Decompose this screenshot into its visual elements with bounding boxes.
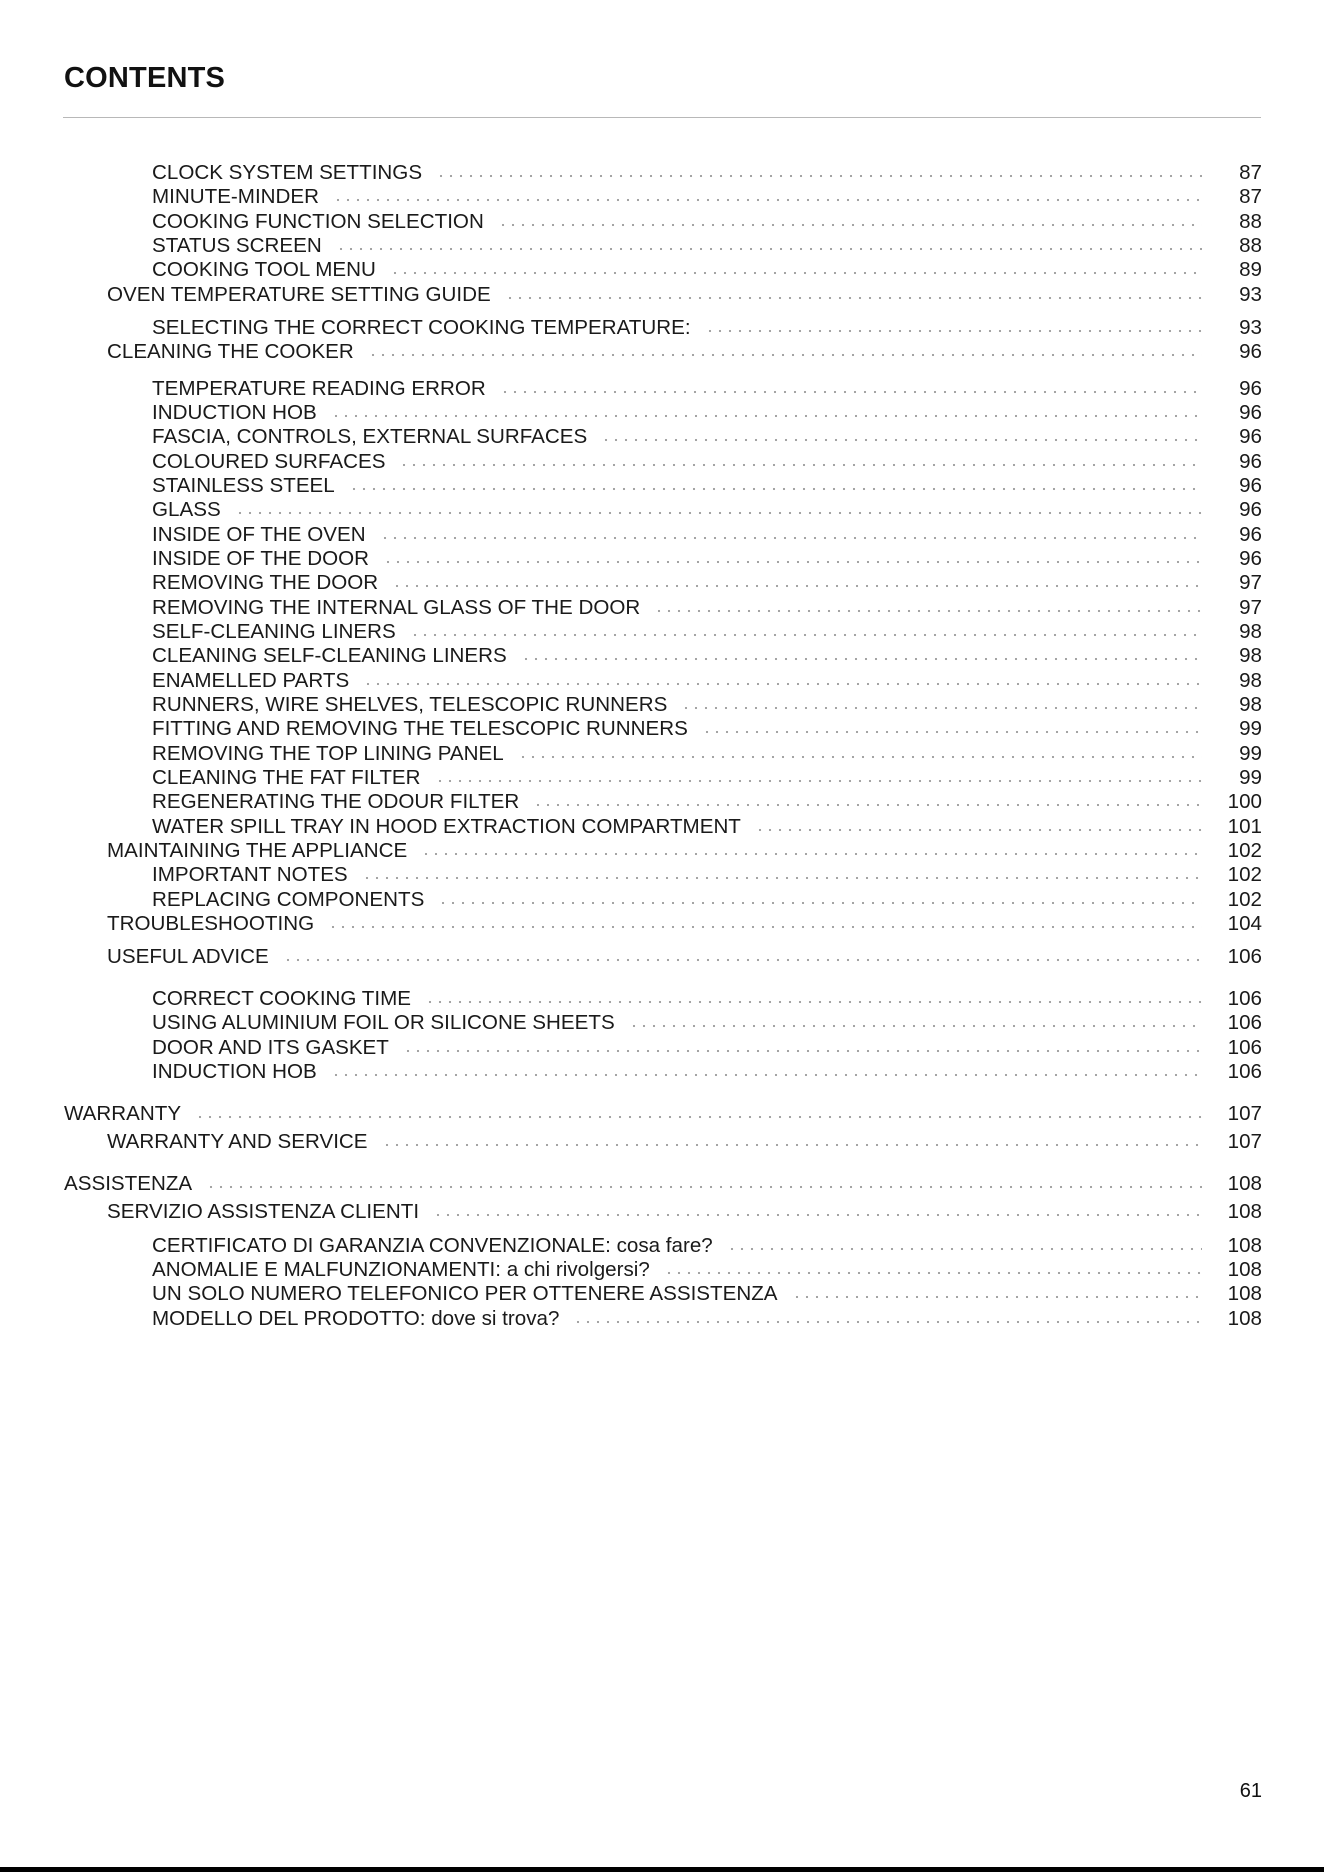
toc-entry[interactable] — [152, 376, 1262, 402]
dot-leader — [436, 173, 1202, 179]
dot-leader — [518, 754, 1202, 760]
toc-entry[interactable] — [152, 595, 1262, 621]
dot-leader — [390, 270, 1202, 276]
toc-entry-label: GLASS — [152, 498, 221, 521]
toc-entry-label: INSIDE OF THE DOOR — [152, 547, 370, 570]
toc-entry[interactable] — [152, 814, 1262, 840]
toc-entry-page: 97 — [1239, 596, 1262, 619]
toc-entry-label: COOKING TOOL MENU — [152, 258, 376, 281]
toc-entry-label: CLEANING SELF-CLEANING LINERS — [152, 644, 507, 667]
toc-entry-page: 108 — [1227, 1258, 1262, 1281]
toc-entry-label: FASCIA, CONTROLS, EXTERNAL SURFACES — [152, 425, 588, 448]
toc-entry[interactable] — [152, 765, 1262, 791]
toc-entry-label: TROUBLESHOOTING — [107, 912, 315, 935]
title-divider — [63, 117, 1261, 118]
dot-leader — [392, 583, 1202, 589]
toc-entry-label: REMOVING THE DOOR — [152, 571, 379, 594]
toc-entry-label: UN SOLO NUMERO TELEFONICO PER OTTENERE ASSISTENZA — [152, 1282, 778, 1305]
toc-entry[interactable] — [152, 424, 1262, 450]
toc-entry[interactable] — [152, 160, 1262, 186]
dot-leader — [333, 197, 1202, 203]
toc-entry[interactable] — [152, 184, 1262, 210]
toc-entry-page: 96 — [1239, 401, 1262, 424]
toc-entry-label: SELECTING THE CORRECT COOKING TEMPERATURE: — [152, 316, 691, 339]
toc-entry[interactable] — [152, 209, 1262, 235]
toc-entry-page: 96 — [1239, 450, 1262, 473]
dot-leader — [521, 656, 1202, 662]
toc-entry-label: FITTING AND REMOVING THE TELESCOPIC RUNNERS — [152, 717, 688, 740]
dot-leader — [283, 957, 1202, 963]
dot-leader — [399, 462, 1202, 468]
toc-entry-label: INSIDE OF THE OVEN — [152, 523, 366, 546]
toc-entry-label: SELF-CLEANING LINERS — [152, 620, 396, 643]
toc-entry-page: 108 — [1227, 1200, 1262, 1223]
page-title: CONTENTS — [64, 62, 226, 94]
toc-entry-page: 87 — [1239, 161, 1262, 184]
dot-leader — [368, 352, 1202, 358]
toc-entry-page: 96 — [1239, 340, 1262, 363]
dot-leader — [498, 222, 1202, 228]
dot-leader — [727, 1246, 1202, 1252]
bottom-border — [0, 1867, 1324, 1872]
dot-leader — [702, 729, 1202, 735]
toc-entry[interactable] — [107, 282, 1262, 308]
toc-entry[interactable] — [152, 986, 1262, 1012]
toc-entry-label: WARRANTY AND SERVICE — [107, 1130, 368, 1153]
dot-leader — [331, 1072, 1202, 1078]
dot-leader — [403, 1048, 1202, 1054]
toc-entry[interactable] — [152, 315, 1262, 341]
toc-entry-page: 96 — [1239, 523, 1262, 546]
toc-entry[interactable] — [152, 741, 1262, 767]
dot-leader — [435, 778, 1202, 784]
toc-entry-page: 96 — [1239, 474, 1262, 497]
dot-leader — [425, 999, 1202, 1005]
dot-leader — [664, 1270, 1202, 1276]
dot-leader — [421, 851, 1202, 857]
toc-entry-page: 107 — [1227, 1102, 1262, 1125]
dot-leader — [573, 1319, 1202, 1325]
toc-entry[interactable] — [152, 233, 1262, 259]
toc-entry-label: CLEANING THE FAT FILTER — [152, 766, 421, 789]
toc-entry[interactable] — [152, 789, 1262, 815]
toc-entry-page: 106 — [1227, 987, 1262, 1010]
toc-entry-page: 96 — [1239, 377, 1262, 400]
toc-entry-page: 106 — [1227, 945, 1262, 968]
toc-entry-page: 104 — [1227, 912, 1262, 935]
toc-entry-label: MODELLO DEL PRODOTTO: dove si trova? — [152, 1307, 560, 1330]
toc-entry[interactable] — [152, 473, 1262, 499]
dot-leader — [755, 827, 1202, 833]
toc-entry-label: REGENERATING THE ODOUR FILTER — [152, 790, 520, 813]
toc-entry[interactable] — [107, 1199, 1262, 1225]
dot-leader — [328, 924, 1202, 930]
toc-entry-label: REMOVING THE TOP LINING PANEL — [152, 742, 504, 765]
toc-entry-label: INDUCTION HOB — [152, 401, 317, 424]
toc-entry-page: 108 — [1227, 1172, 1262, 1195]
dot-leader — [382, 1142, 1202, 1148]
toc-entry[interactable] — [152, 1035, 1262, 1061]
toc-entry[interactable] — [152, 862, 1262, 888]
toc-entry-label: REMOVING THE INTERNAL GLASS OF THE DOOR — [152, 596, 641, 619]
toc-entry-page: 99 — [1239, 717, 1262, 740]
toc-entry-label: MAINTAINING THE APPLIANCE — [107, 839, 408, 862]
dot-leader — [533, 802, 1202, 808]
toc-entry[interactable] — [107, 1129, 1262, 1155]
toc-entry-label: COOKING FUNCTION SELECTION — [152, 210, 484, 233]
toc-entry-page: 106 — [1227, 1011, 1262, 1034]
toc-entry-page: 98 — [1239, 644, 1262, 667]
toc-entry[interactable] — [152, 1010, 1262, 1036]
toc-entry[interactable] — [107, 838, 1262, 864]
toc-entry-label: ANOMALIE E MALFUNZIONAMENTI: a chi rivolgersi? — [152, 1258, 650, 1281]
toc-entry-label: MINUTE-MINDER — [152, 185, 320, 208]
dot-leader — [195, 1114, 1202, 1120]
toc-entry-label: TEMPERATURE READING ERROR — [152, 377, 486, 400]
dot-leader — [705, 328, 1202, 334]
page-number: 61 — [1239, 1780, 1262, 1802]
toc-entry-page: 98 — [1239, 669, 1262, 692]
toc-entry[interactable] — [152, 619, 1262, 645]
dot-leader — [206, 1184, 1202, 1190]
toc-entry-label: OVEN TEMPERATURE SETTING GUIDE — [107, 283, 491, 306]
toc-entry[interactable] — [107, 911, 1262, 937]
toc-entry[interactable] — [152, 497, 1262, 523]
toc-entry[interactable] — [152, 570, 1262, 596]
toc-entry[interactable] — [64, 1101, 1262, 1127]
toc-entry[interactable] — [152, 522, 1262, 548]
dot-leader — [505, 295, 1202, 301]
toc-entry[interactable] — [152, 1306, 1262, 1332]
dot-leader — [601, 437, 1202, 443]
toc-entry-label: CORRECT COOKING TIME — [152, 987, 411, 1010]
toc-entry-page: 88 — [1239, 210, 1262, 233]
dot-leader — [433, 1212, 1202, 1218]
toc-entry-label: STATUS SCREEN — [152, 234, 322, 257]
dot-leader — [410, 632, 1202, 638]
toc-entry-page: 96 — [1239, 425, 1262, 448]
toc-entry[interactable] — [107, 944, 1262, 970]
dot-leader — [438, 900, 1202, 906]
dot-leader — [363, 681, 1202, 687]
toc-entry-page: 108 — [1227, 1234, 1262, 1257]
toc-entry-page: 96 — [1239, 498, 1262, 521]
toc-entry-page: 88 — [1239, 234, 1262, 257]
toc-entry-page: 87 — [1239, 185, 1262, 208]
toc-entry-page: 106 — [1227, 1060, 1262, 1083]
toc-entry-label: USING ALUMINIUM FOIL OR SILICONE SHEETS — [152, 1011, 615, 1034]
dot-leader — [654, 608, 1202, 614]
toc-entry-label: ASSISTENZA — [64, 1172, 193, 1195]
toc-entry[interactable] — [152, 1281, 1262, 1307]
dot-leader — [235, 510, 1202, 516]
toc-entry[interactable] — [152, 449, 1262, 475]
toc-entry-page: 102 — [1227, 839, 1262, 862]
toc-entry-page: 102 — [1227, 888, 1262, 911]
toc-entry-page: 100 — [1227, 790, 1262, 813]
toc-entry[interactable] — [152, 716, 1262, 742]
toc-entry-label: WATER SPILL TRAY IN HOOD EXTRACTION COMPARTMENT — [152, 815, 741, 838]
toc-entry-label: USEFUL ADVICE — [107, 945, 269, 968]
toc-entry-label: ENAMELLED PARTS — [152, 669, 350, 692]
toc-entry-label: WARRANTY — [64, 1102, 182, 1125]
toc-entry[interactable] — [152, 1059, 1262, 1085]
toc-entry-page: 108 — [1227, 1282, 1262, 1305]
toc-entry-page: 93 — [1239, 316, 1262, 339]
toc-entry-page: 98 — [1239, 620, 1262, 643]
toc-entry-page: 106 — [1227, 1036, 1262, 1059]
toc-entry-label: CLOCK SYSTEM SETTINGS — [152, 161, 423, 184]
dot-leader — [500, 389, 1202, 395]
toc-entry-label: RUNNERS, WIRE SHELVES, TELESCOPIC RUNNERS — [152, 693, 668, 716]
toc-entry-page: 98 — [1239, 693, 1262, 716]
dot-leader — [362, 875, 1202, 881]
toc-entry[interactable] — [152, 887, 1262, 913]
toc-entry-label: REPLACING COMPONENTS — [152, 888, 425, 911]
toc-entry-label: IMPORTANT NOTES — [152, 863, 348, 886]
toc-entry[interactable] — [152, 668, 1262, 694]
toc-entry-label: CERTIFICATO DI GARANZIA CONVENZIONALE: cosa fare? — [152, 1234, 713, 1257]
toc-entry[interactable] — [152, 1233, 1262, 1259]
toc-entry-label: STAINLESS STEEL — [152, 474, 335, 497]
toc-entry-page: 93 — [1239, 283, 1262, 306]
toc-entry[interactable] — [152, 400, 1262, 426]
toc-entry[interactable] — [152, 257, 1262, 283]
toc-entry-page: 108 — [1227, 1307, 1262, 1330]
toc-entry-page: 99 — [1239, 742, 1262, 765]
toc-entry-page: 107 — [1227, 1130, 1262, 1153]
toc-entry[interactable] — [152, 692, 1262, 718]
dot-leader — [349, 486, 1202, 492]
toc-entry-label: CLEANING THE COOKER — [107, 340, 354, 363]
dot-leader — [380, 535, 1202, 541]
toc-entry-page: 96 — [1239, 547, 1262, 570]
toc-entry-label: COLOURED SURFACES — [152, 450, 386, 473]
toc-entry-page: 102 — [1227, 863, 1262, 886]
toc-entry-page: 89 — [1239, 258, 1262, 281]
dot-leader — [792, 1294, 1202, 1300]
toc-entry-page: 99 — [1239, 766, 1262, 789]
toc-entry[interactable] — [152, 1257, 1262, 1283]
toc-entry-page: 97 — [1239, 571, 1262, 594]
dot-leader — [336, 246, 1202, 252]
toc-entry[interactable] — [107, 339, 1262, 365]
toc-entry-label: DOOR AND ITS GASKET — [152, 1036, 389, 1059]
dot-leader — [331, 413, 1202, 419]
toc-entry-label: SERVIZIO ASSISTENZA CLIENTI — [107, 1200, 420, 1223]
toc-entry[interactable] — [152, 643, 1262, 669]
dot-leader — [681, 705, 1202, 711]
dot-leader — [383, 559, 1202, 565]
toc-entry[interactable] — [64, 1171, 1262, 1197]
dot-leader — [629, 1023, 1202, 1029]
toc-entry[interactable] — [152, 546, 1262, 572]
toc-entry-page: 101 — [1227, 815, 1262, 838]
toc-entry-label: INDUCTION HOB — [152, 1060, 317, 1083]
